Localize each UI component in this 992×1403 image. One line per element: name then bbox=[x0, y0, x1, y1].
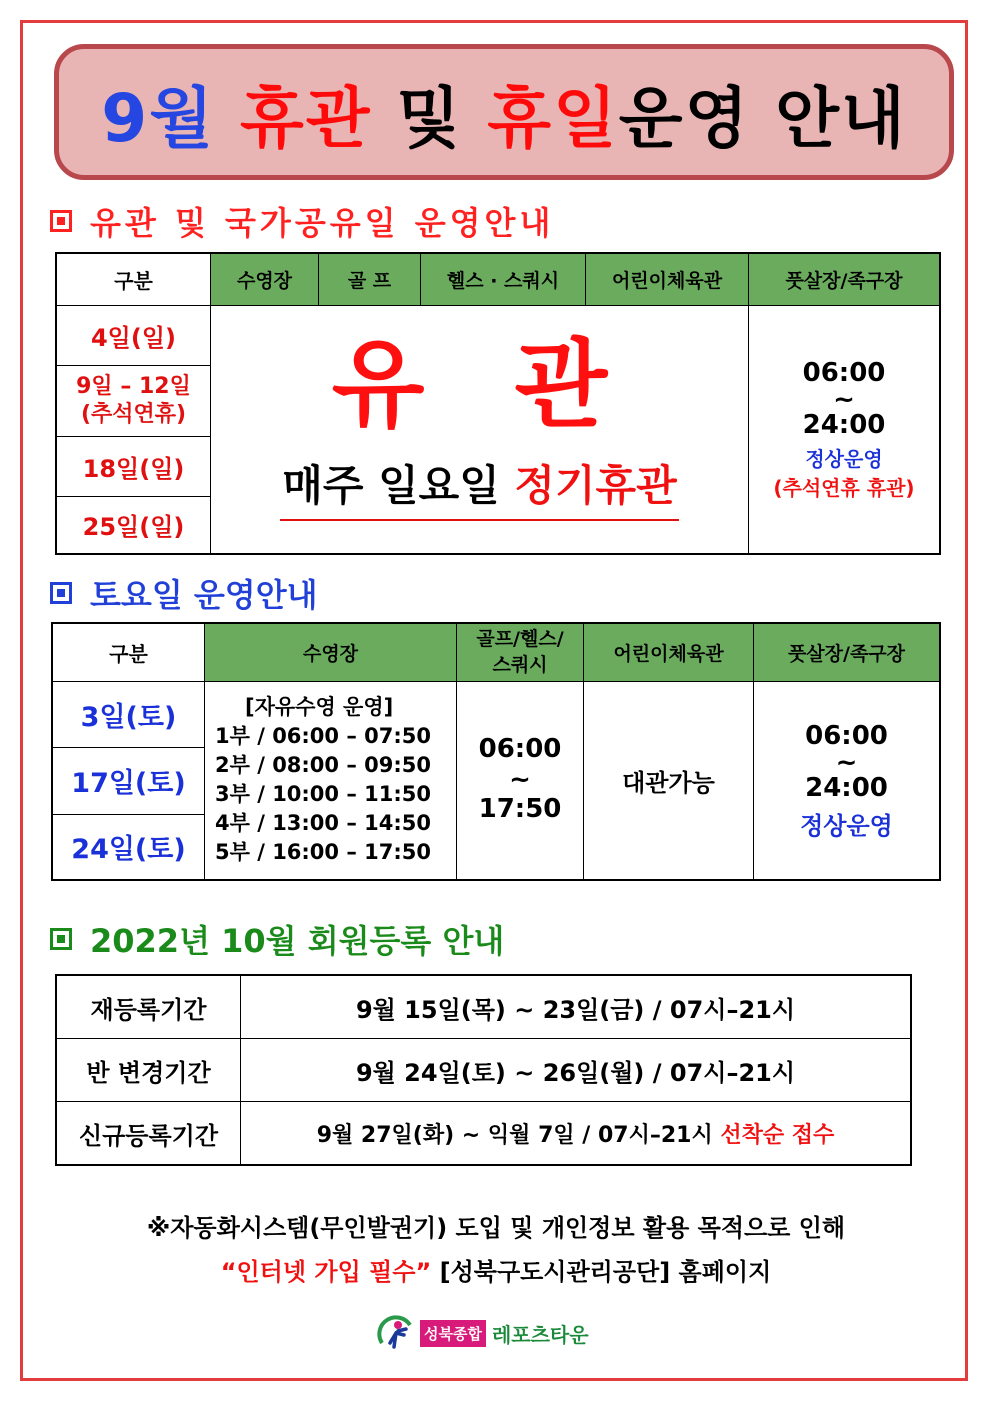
tilde: ~ bbox=[833, 385, 855, 416]
title-word-guide: 운영 안내 bbox=[618, 79, 907, 157]
weekly-prefix: 매주 일요일 bbox=[282, 461, 515, 511]
pool-sessions-cell bbox=[205, 681, 457, 880]
notice-required: “인터넷 가입 필수” bbox=[220, 1258, 432, 1286]
row-label: 반 변경기간 bbox=[56, 1039, 241, 1102]
title-banner bbox=[54, 44, 954, 180]
square-bullet-icon bbox=[50, 928, 72, 950]
section-heading-text: 유관 및 국가공유일 운영안내 bbox=[90, 204, 555, 242]
header-pool: 수영장 bbox=[211, 253, 319, 305]
date-cell: 25일(일) bbox=[56, 496, 211, 554]
session-heading: [자유수영 운영] bbox=[245, 695, 394, 720]
session-item: 1부 / 06:00 – 07:50 bbox=[215, 724, 432, 749]
registration-table bbox=[55, 974, 912, 1166]
golf-hours-cell bbox=[457, 681, 584, 880]
open-time: 06:00 bbox=[802, 358, 886, 389]
table-row bbox=[56, 975, 911, 1039]
close-time: 24:00 bbox=[802, 410, 886, 441]
row-label: 신규등록기간 bbox=[56, 1102, 241, 1166]
table-header-row bbox=[56, 253, 940, 305]
date-cell: 18일(일) bbox=[56, 436, 211, 496]
table-row bbox=[56, 1102, 911, 1166]
notice-line-1: ※자동화시스템(무인발권기) 도입 및 개인정보 활용 목적으로 인해 bbox=[146, 1214, 846, 1242]
close-time: 17:50 bbox=[478, 794, 562, 825]
notice-homepage: [성북구도시관리공단] 홈페이지 bbox=[431, 1258, 772, 1286]
period-text: 9월 15일(목) ~ 23일(금) / 07시–21시 bbox=[355, 995, 796, 1024]
section-heading-text: 2022년 10월 회원등록 안내 bbox=[90, 922, 505, 960]
holiday-table bbox=[55, 252, 941, 555]
futsal-hours-cell bbox=[754, 681, 941, 880]
header-kids-gym: 어린이체육관 bbox=[584, 623, 754, 681]
title-word-holiday: 휴일 bbox=[487, 79, 619, 157]
session-item: 3부 / 10:00 – 11:50 bbox=[215, 782, 432, 807]
square-bullet-icon bbox=[50, 582, 72, 604]
table-row bbox=[56, 305, 940, 365]
session-item: 4부 / 13:00 – 14:50 bbox=[215, 811, 432, 836]
header-golf: 골 프 bbox=[319, 253, 421, 305]
tilde: ~ bbox=[835, 747, 858, 778]
header-futsal: 풋살장/족구장 bbox=[754, 623, 941, 681]
row-value bbox=[241, 1039, 912, 1102]
period-extra: 선착순 접수 bbox=[720, 1122, 835, 1148]
date-cell: 3일(토) bbox=[52, 681, 205, 747]
runner-logo-icon bbox=[376, 1313, 416, 1353]
header-category: 구분 bbox=[56, 253, 211, 305]
table-row bbox=[52, 681, 940, 747]
close-time: 24:00 bbox=[805, 772, 888, 803]
weekly-closure-note bbox=[280, 453, 678, 521]
row-value bbox=[241, 1102, 912, 1166]
notice-line-2 bbox=[0, 1252, 992, 1287]
logo-name: 레포츠타운 bbox=[491, 1322, 589, 1347]
status-normal: 정상운영 bbox=[805, 447, 883, 472]
period-text: 9월 24일(토) ~ 26일(월) / 07시–21시 bbox=[355, 1058, 796, 1087]
row-value bbox=[241, 975, 912, 1039]
logo-badge: 성북종합 bbox=[420, 1320, 486, 1347]
header-golf-fitness-squash bbox=[457, 623, 584, 681]
header-line-2: 스쿼시 bbox=[492, 654, 548, 677]
header-kids-gym: 어린이체육관 bbox=[586, 253, 749, 305]
tilde: ~ bbox=[509, 765, 531, 796]
period-text: 9월 27일(화) ~ 익월 7일 / 07시–21시 bbox=[316, 1122, 721, 1148]
header-fitness-squash: 헬스 · 스쿼시 bbox=[421, 253, 586, 305]
date-note: (추석연휴) bbox=[80, 401, 187, 427]
date-cell bbox=[56, 365, 211, 436]
section-heading-saturday bbox=[50, 570, 318, 616]
org-logo bbox=[376, 1313, 589, 1353]
weekly-red: 정기휴관 bbox=[514, 461, 677, 511]
section-heading-holidays bbox=[50, 198, 554, 244]
status-normal: 정상운영 bbox=[800, 811, 893, 840]
row-label: 재등록기간 bbox=[56, 975, 241, 1039]
title-word-and: 및 bbox=[396, 79, 463, 157]
square-bullet-icon bbox=[50, 210, 72, 232]
session-item: 2부 / 08:00 – 09:50 bbox=[215, 753, 432, 778]
date-cell: 4일(일) bbox=[56, 305, 211, 365]
session-item: 5부 / 16:00 – 17:50 bbox=[215, 840, 432, 865]
title-month: 9월 bbox=[101, 79, 215, 157]
header-category: 구분 bbox=[52, 623, 205, 681]
open-time: 06:00 bbox=[805, 720, 888, 751]
closed-big-label: 유관 bbox=[331, 329, 698, 442]
closed-cell bbox=[211, 305, 749, 554]
header-line-1: 골프/헬스/ bbox=[476, 628, 564, 651]
section-heading-registration bbox=[50, 916, 504, 962]
header-pool: 수영장 bbox=[205, 623, 457, 681]
date-cell: 24일(토) bbox=[52, 814, 205, 880]
saturday-table bbox=[51, 622, 941, 881]
futsal-hours-cell bbox=[749, 305, 941, 554]
title-word-closure: 휴관 bbox=[239, 79, 372, 157]
section-heading-text: 토요일 운영안내 bbox=[90, 576, 318, 614]
kids-gym-cell: 대관가능 bbox=[584, 681, 754, 880]
header-futsal: 풋살장/족구장 bbox=[749, 253, 941, 305]
page-title bbox=[101, 65, 906, 160]
date-cell: 17일(토) bbox=[52, 747, 205, 814]
open-time: 06:00 bbox=[478, 734, 562, 765]
table-row bbox=[56, 1039, 911, 1102]
date-range: 9일 – 12일 bbox=[76, 373, 191, 399]
chuseok-closure-note: (추석연휴 휴관) bbox=[773, 476, 915, 501]
table-header-row bbox=[52, 623, 940, 681]
